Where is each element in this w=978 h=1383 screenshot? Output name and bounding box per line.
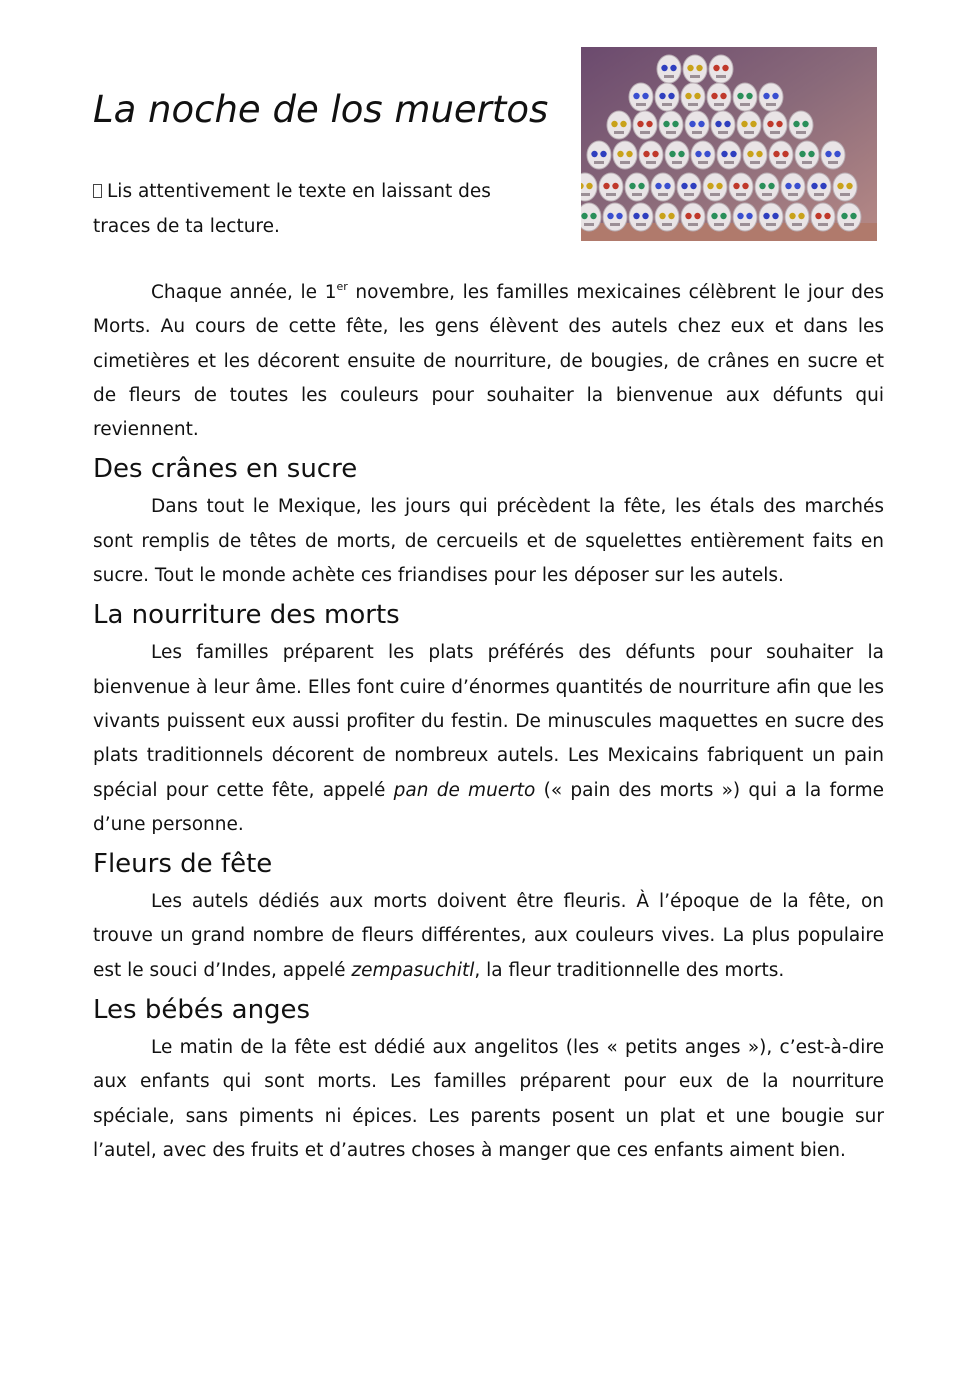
heading-angels: Les bébés anges [93, 995, 311, 1026]
heading-food: La nourriture des morts [93, 600, 400, 631]
sugar-skull [691, 141, 715, 169]
sugar-skull [633, 111, 657, 139]
sugar-skull [685, 111, 709, 139]
sugar-skulls-photo [581, 47, 877, 241]
sugar-skull [709, 55, 733, 83]
sugar-skull [587, 141, 611, 169]
sugar-skull [711, 111, 735, 139]
sugar-skull [655, 83, 679, 111]
sugar-skull [759, 83, 783, 111]
page-title: La noche de los muertos [93, 88, 549, 131]
sugar-skull [737, 111, 761, 139]
heading-skulls: Des crânes en sucre [93, 454, 358, 485]
sugar-skull [795, 141, 819, 169]
sugar-skull [683, 55, 707, 83]
intro-paragraph: Chaque année, le 1er novembre, les familles mexicaines célèbrent le jour des Morts. Au cours de cette fête, les gens élèvent des autels chez eux et dans les cimetières et les décorent ensuite de nourriture, de bougies, de crânes en sucre et de fleurs de toutes les couleurs pour souhaiter la bienvenue aux défunts qui reviennent. [93, 280, 884, 441]
sugar-skull [665, 141, 689, 169]
sugar-skull [599, 173, 623, 201]
sugar-skull [733, 203, 757, 231]
sugar-skull [659, 111, 683, 139]
sugar-skull [769, 141, 793, 169]
instruction-text [93, 174, 513, 244]
ordinal-superscript: er [336, 280, 348, 293]
sugar-skull [581, 203, 601, 231]
sugar-skull [613, 141, 637, 169]
sugar-skull [755, 173, 779, 201]
sugar-skull [707, 203, 731, 231]
instruction-label: Lis attentivement le texte en laissant des traces de ta lecture. [93, 181, 491, 237]
sugar-skull [811, 203, 835, 231]
article-body [93, 276, 884, 1168]
term-zempasuchitl: zempasuchitl [351, 959, 475, 981]
sugar-skull [789, 111, 813, 139]
sugar-skull [729, 173, 753, 201]
sugar-skull [657, 55, 681, 83]
sugar-skull [837, 203, 861, 231]
sugar-skull [677, 173, 701, 201]
heading-flowers: Fleurs de fête [93, 849, 273, 880]
sugar-skull [807, 173, 831, 201]
sugar-skull [781, 173, 805, 201]
sugar-skull [629, 203, 653, 231]
term-pan-de-muerto: pan de muerto [393, 779, 536, 801]
sugar-skull [629, 83, 653, 111]
sugar-skull [625, 173, 649, 201]
sugar-skull [681, 83, 705, 111]
sugar-skull [655, 203, 679, 231]
paragraph-food: Les familles préparent les plats préférés des défunts pour souhaiter la bienvenue à leur âme. Elles font cuire d’énormes quantités de nourriture afin que les vivants puissent eux aussi profiter du festin. De minuscules maquettes en sucre des plats traditionnels décorent de nombreux autels. Les Mexicains fabriquent un pain spécial pour cette fête, appelé pan de muerto (« pain des morts ») qui a la forme d’une personne. [93, 642, 884, 835]
sugar-skull [833, 173, 857, 201]
sugar-skull [607, 111, 631, 139]
paragraph-skulls: Dans tout le Mexique, les jours qui précèdent la fête, les étals des marchés sont remplis de têtes de morts, de cercueils et de squelettes entièrement faits en sucre. Tout le monde achète ces friandises pour les déposer sur les autels. [93, 496, 884, 587]
sugar-skull [717, 141, 741, 169]
sugar-skull [733, 83, 757, 111]
paragraph-angels: Le matin de la fête est dédié aux angelitos (les « petits anges »), c’est-à-dire aux enfants qui sont morts. Les familles préparent pour eux de la nourriture spéciale, sans piments ni épices. Les parents posent un plat et une bougie sur l’autel, avec des fruits et d’autres choses à manger que ces enfants aiment bien. [93, 1037, 884, 1161]
paragraph-flowers: Les autels dédiés aux morts doivent être fleuris. À l’époque de la fête, on trouve un grand nombre de fleurs différentes, aux couleurs vives. La plus populaire est le souci d’Indes, appelé zempasuchitl, la fleur traditionnelle des morts. [93, 891, 884, 981]
pencil-icon [93, 184, 102, 198]
sugar-skull [763, 111, 787, 139]
sugar-skull [785, 203, 809, 231]
sugar-skull [707, 83, 731, 111]
sugar-skull [651, 173, 675, 201]
sugar-skull [603, 203, 627, 231]
sugar-skull [639, 141, 663, 169]
sugar-skulls-illustration [581, 47, 877, 241]
sugar-skull [681, 203, 705, 231]
sugar-skull [759, 203, 783, 231]
sugar-skull [743, 141, 767, 169]
sugar-skull [703, 173, 727, 201]
sugar-skull [821, 141, 845, 169]
